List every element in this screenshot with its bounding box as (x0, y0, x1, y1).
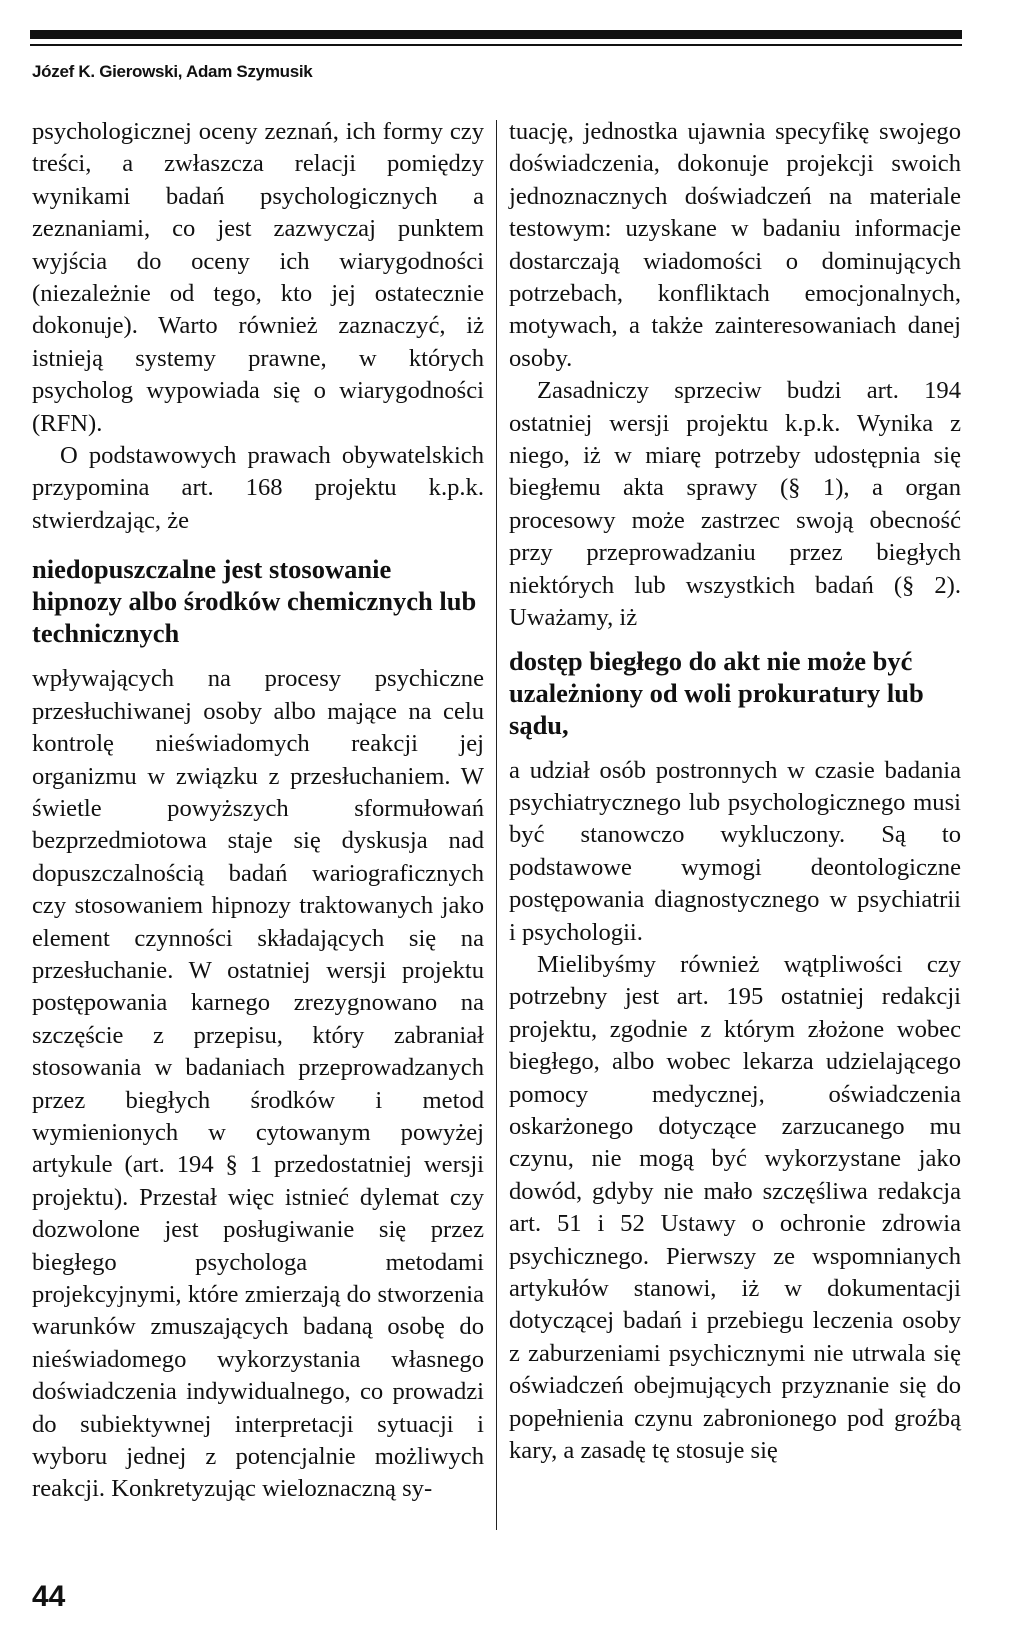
column-divider (496, 120, 497, 1530)
header-rule-thin (30, 44, 962, 46)
right-paragraph-3: a udział osób postronnych w czasie badania psychiatrycznego lub psychologicznego musi być stanowczo wykluczony. Są to podstawowe wymogi deontologiczne postępowania diagnostycznego w psychiatrii i psychologii. (509, 756, 961, 946)
left-column (32, 116, 484, 1506)
left-paragraph-3: wpływających na procesy psychiczne przesłuchiwanej osoby albo mające na celu kontrolę nieświadomych reakcji jej organizmu w związku z przesłuchaniem. W świetle powyższych sformułowań bezprzedmiotowa staje się dyskusja nad dopuszczalnością badań wariograficznych czy stosowaniem hipnozy traktowanych jako element czynności składających się na przesłuchanie. W ostatniej wersji projektu postępowania karnego zrezygnowano na szczęście z przepisu, który zabraniał stosowania w badaniach przeprowadzanych przez biegłych środków i metod wymienionych w cytowanym powyżej artykule (art. 194 § 1 przedostatniej wersji projektu). Przestał więc istnieć dylemat czy dozwolone jest posługiwanie się przez biegłego psychologa metodami projekcyjnymi, które zmierzają do stworzenia warunków zmuszających badaną osobę do nieświadomego wykorzystania własnego doświadczenia indywidualnego, co prowadzi do subiektywnej interpretacji sytuacji i wyboru jednej z potencjalnie możliwych reakcji. Konkretyzując wieloznaczną sy- (32, 665, 484, 1503)
left-paragraph-2: O podstawowych prawach obywatelskich przypomina art. 168 projektu k.p.k. stwierdzając, że (32, 442, 484, 534)
right-column (509, 116, 961, 1467)
running-header-authors: Józef K. Gierowski, Adam Szymusik (32, 62, 313, 81)
right-paragraph-1: tuację, jednostka ujawnia specyfikę swojego doświadczenia, dokonuje projekcji swoich jednoznacznych doświadczeń na materiale testowym: uzyskane w badaniu informacje dostarczają wiadomości o dominujących potrzebach, konfliktach emocjonalnych, motywach, a także zainteresowaniach danej osoby. (509, 118, 961, 372)
right-paragraph-4: Mielibyśmy również wątpliwości czy potrzebny jest art. 195 ostatniej redakcji projektu, zgodnie z którym złożone wobec biegłego, albo wobec lekarza udzielającego pomocy medycznej, oświadczenia oskarżonego dotyczące zarzucanego mu czynu, nie mogą być wykorzystane jako dowód, gdyby nie mało szczęśliwa redakcja art. 51 i 52 Ustawy o ochronie zdrowia psychicznego. Pierwszy ze wspomnianych artykułów stanowi, iż w dokumentacji dotyczącej badań i przebiegu leczenia osoby z zaburzeniami psychicznymi nie utrwala się oświadczeń obejmujących przyznanie się do popełnienia czynu zabronionego pod groźbą kary, a zasadę tę stosuje się (509, 950, 961, 1465)
header-rule-thick (30, 30, 962, 39)
left-paragraph-1: psychologicznej oceny zeznań, ich formy czy treści, a zwłaszcza relacji pomiędzy wynikami badań psychologicznych a zeznaniami, co jest zazwyczaj punktem wyjścia do oceny ich wiarygodności (niezależnie od tego, kto jej ostatecznie dokonuje). Warto również zaznaczyć, iż istnieją systemy prawne, w których psycholog wypowiada się o wiarygodności (RFN). (32, 118, 484, 437)
page-number: 44 (32, 1580, 66, 1613)
left-highlight-heading: niedopuszczalne jest stosowanie hipnozy albo środków chemicznych lub technicznych (32, 554, 477, 649)
right-paragraph-2: Zasadniczy sprzeciw budzi art. 194 ostatniej wersji projektu k.p.k. Wynika z niego, iż w miarę potrzeby udostępnia się biegłemu akta sprawy (§ 1), a organ procesowy może zastrzec swoją obecność przy przeprowadzaniu przez biegłych niektórych lub wszystkich badań (§ 2). Uważamy, iż (509, 377, 961, 632)
right-highlight-heading: dostęp biegłego do akt nie może być uzależniony od woli prokuratury lub sądu, (509, 645, 924, 740)
